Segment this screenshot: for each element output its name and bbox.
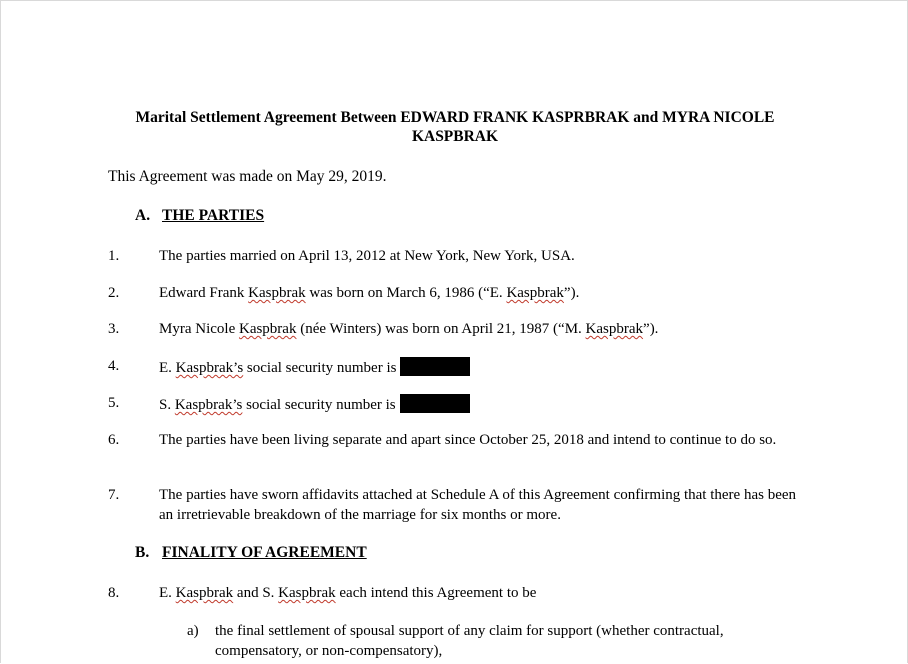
- section-b-heading: [135, 544, 367, 562]
- intro-paragraph: This Agreement was made on May 29, 2019.: [108, 168, 387, 185]
- section-a-heading: [135, 207, 264, 225]
- text-run: social security number is: [243, 360, 397, 376]
- text-run: ”).: [643, 321, 659, 337]
- section-b-letter: B.: [135, 544, 150, 561]
- redaction-box: [400, 357, 470, 376]
- item-number: 4.: [108, 358, 120, 374]
- item-text: [159, 357, 808, 379]
- item-text: [159, 394, 808, 416]
- text-run: was born on March 6, 1986 (“E.: [305, 285, 507, 301]
- item-number: 8.: [108, 585, 120, 601]
- text-run: Edward Frank: [159, 285, 249, 301]
- document-title: Marital Settlement Agreement Between EDWARD FRANK KASPRBRAK and MYRA NICOLE KASPBRAK: [135, 109, 775, 145]
- spellcheck-word: Kaspbrak: [175, 585, 234, 601]
- text-run: ”).: [563, 285, 580, 301]
- item-number: 6.: [108, 432, 120, 448]
- spellcheck-word: Kaspbrak: [278, 585, 336, 601]
- item-number: 2.: [108, 285, 120, 301]
- redaction-box: [400, 394, 470, 413]
- text-run: (née Winters) was born on April 21, 1987 (“M.: [296, 321, 586, 337]
- spellcheck-word: Kaspbrak’s: [174, 397, 243, 413]
- item-number: 1.: [108, 248, 120, 264]
- spellcheck-word: Kaspbrak: [248, 285, 306, 301]
- item-text: [159, 584, 808, 604]
- text-run: S.: [159, 397, 175, 413]
- section-a-letter: A.: [135, 207, 151, 224]
- text-run: and S.: [233, 585, 279, 601]
- spellcheck-word: Kaspbrak: [238, 321, 297, 337]
- text-run: E.: [159, 360, 176, 376]
- sub-item-text: the final settlement of spousal support of any claim for support (whether contractual, compensatory, or non-compensatory),: [215, 623, 724, 659]
- item-text: The parties married on April 13, 2012 at New York, New York, USA.: [159, 248, 575, 264]
- spellcheck-word: Kaspbrak’s: [175, 360, 244, 376]
- item-text: The parties have sworn affidavits attached at Schedule A of this Agreement confirming that there has been an irretrievable breakdown of the marriage for six months or more.: [159, 487, 797, 523]
- item-text: [159, 320, 808, 340]
- spellcheck-word: Kaspbrak: [585, 321, 644, 337]
- text-run: each intend this Agreement to be: [335, 585, 537, 601]
- item-text: [159, 284, 808, 304]
- item-number: 7.: [108, 487, 120, 503]
- text-run: E.: [159, 585, 176, 601]
- text-run: social security number is: [242, 397, 396, 413]
- spellcheck-word: Kaspbrak: [506, 285, 564, 301]
- section-b-name: FINALITY OF AGREEMENT: [162, 544, 367, 561]
- item-number: 3.: [108, 321, 120, 337]
- item-text: The parties have been living separate and apart since October 25, 2018 and intend to continue to do so.: [159, 432, 777, 448]
- section-a-name: THE PARTIES: [162, 207, 265, 224]
- item-number: 5.: [108, 395, 120, 411]
- text-run: Myra Nicole: [159, 321, 239, 337]
- sub-item-label: a): [187, 623, 199, 639]
